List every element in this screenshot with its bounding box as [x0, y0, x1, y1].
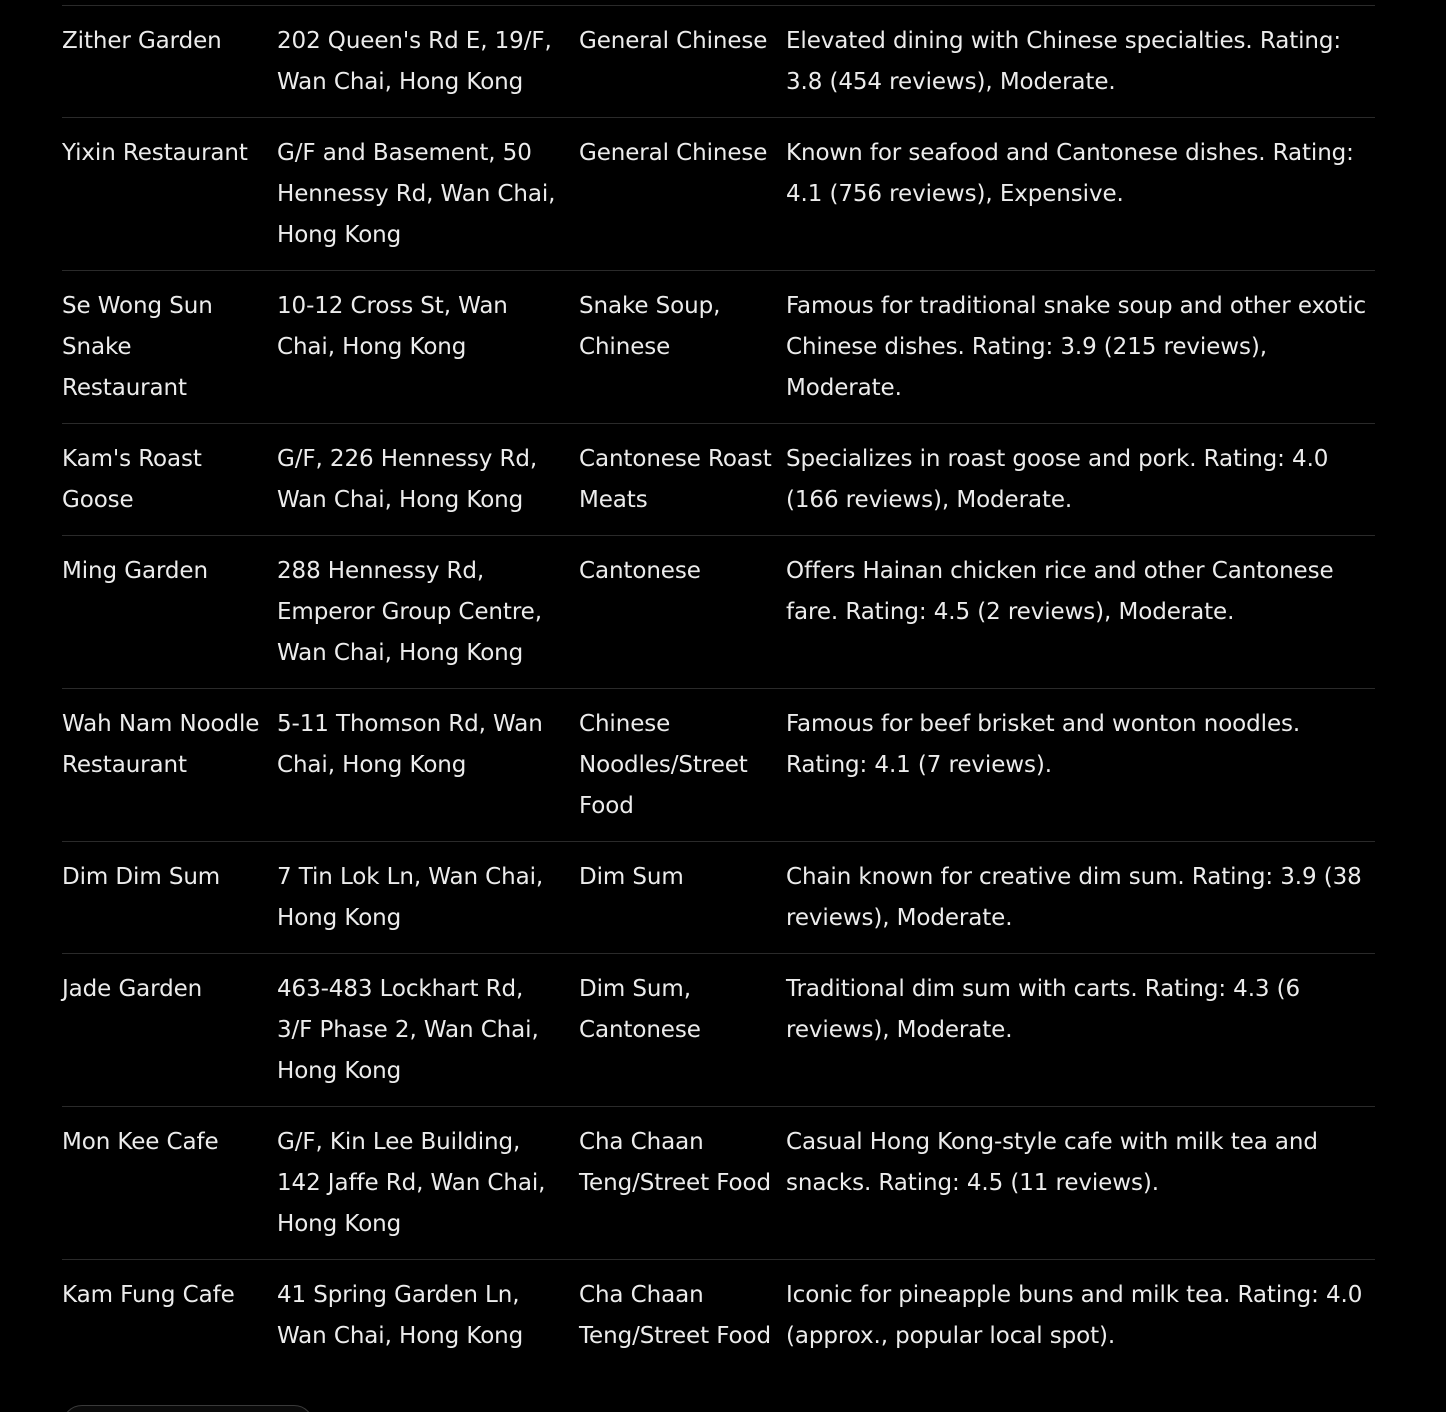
restaurant-address: 7 Tin Lok Ln, Wan Chai, Hong Kong: [277, 864, 544, 931]
cuisine-cell: [579, 1122, 786, 1245]
notes-cell: [786, 969, 1375, 1092]
restaurant-notes: Iconic for pineapple buns and milk tea. Rating: 4.0 (approx., popular local spot).: [786, 1282, 1363, 1349]
table-row: [62, 689, 1375, 842]
table-row: [62, 424, 1375, 536]
address-cell: [277, 969, 579, 1092]
address-cell: [277, 551, 579, 674]
restaurant-notes: Offers Hainan chicken rice and other Cantonese fare. Rating: 4.5 (2 reviews), Moderate.: [786, 558, 1334, 625]
address-cell: [277, 439, 579, 521]
cuisine-cell: [579, 439, 786, 521]
restaurant-cuisine: General Chinese: [579, 140, 768, 166]
address-cell: [277, 1122, 579, 1245]
notes-cell: [786, 286, 1375, 409]
notes-cell: [786, 857, 1375, 939]
table-row: [62, 118, 1375, 271]
cuisine-cell: [579, 133, 786, 256]
restaurant-notes: Chain known for creative dim sum. Rating: 3.9 (38 reviews), Moderate.: [786, 864, 1362, 931]
address-cell: [277, 1275, 579, 1357]
restaurant-address: G/F and Basement, 50 Hennessy Rd, Wan Chai, Hong Kong: [277, 140, 556, 248]
restaurant-address: 10-12 Cross St, Wan Chai, Hong Kong: [277, 293, 508, 360]
restaurant-name: Yixin Restaurant: [62, 140, 248, 166]
notes-cell: [786, 704, 1375, 827]
cuisine-cell: [579, 857, 786, 939]
cuisine-cell: [579, 551, 786, 674]
cuisine-cell: [579, 704, 786, 827]
restaurant-name: Se Wong Sun Snake Restaurant: [62, 293, 213, 401]
restaurant-name-cell: [62, 286, 277, 409]
table-row: [62, 536, 1375, 689]
restaurant-name: Zither Garden: [62, 28, 222, 54]
table-row: [62, 1260, 1375, 1371]
address-cell: [277, 704, 579, 827]
restaurant-address: 288 Hennessy Rd, Emperor Group Centre, Wan Chai, Hong Kong: [277, 558, 542, 666]
notes-cell: [786, 21, 1375, 103]
restaurant-address: 5-11 Thomson Rd, Wan Chai, Hong Kong: [277, 711, 543, 778]
bottom-action-pill[interactable]: [62, 1405, 314, 1412]
restaurant-cuisine: Cantonese: [579, 558, 701, 584]
cuisine-cell: [579, 1275, 786, 1357]
restaurant-name-cell: [62, 857, 277, 939]
notes-cell: [786, 133, 1375, 256]
restaurant-notes: Casual Hong Kong-style cafe with milk tea and snacks. Rating: 4.5 (11 reviews).: [786, 1129, 1318, 1196]
restaurant-address: 463-483 Lockhart Rd, 3/F Phase 2, Wan Chai, Hong Kong: [277, 976, 539, 1084]
restaurant-notes: Traditional dim sum with carts. Rating: 4.3 (6 reviews), Moderate.: [786, 976, 1301, 1043]
restaurant-name-cell: [62, 1275, 277, 1357]
restaurant-name: Mon Kee Cafe: [62, 1129, 219, 1155]
restaurant-name: Wah Nam Noodle Restaurant: [62, 711, 260, 778]
restaurant-cuisine: General Chinese: [579, 28, 768, 54]
restaurant-name: Dim Dim Sum: [62, 864, 221, 890]
notes-cell: [786, 439, 1375, 521]
table-row: [62, 842, 1375, 954]
address-cell: [277, 21, 579, 103]
restaurant-name-cell: [62, 704, 277, 827]
restaurant-name: Kam's Roast Goose: [62, 446, 202, 513]
cuisine-cell: [579, 286, 786, 409]
notes-cell: [786, 1122, 1375, 1245]
restaurant-name-cell: [62, 1122, 277, 1245]
table-row: [62, 6, 1375, 118]
restaurant-name: Ming Garden: [62, 558, 208, 584]
restaurant-cuisine: Cantonese Roast Meats: [579, 446, 772, 513]
address-cell: [277, 857, 579, 939]
restaurant-name-cell: [62, 21, 277, 103]
cuisine-cell: [579, 21, 786, 103]
notes-cell: [786, 1275, 1375, 1357]
restaurant-address: G/F, Kin Lee Building, 142 Jaffe Rd, Wan Chai, Hong Kong: [277, 1129, 546, 1237]
restaurant-name-cell: [62, 551, 277, 674]
restaurant-cuisine: Dim Sum, Cantonese: [579, 976, 701, 1043]
notes-cell: [786, 551, 1375, 674]
cuisine-cell: [579, 969, 786, 1092]
restaurant-address: 41 Spring Garden Ln, Wan Chai, Hong Kong: [277, 1282, 524, 1349]
restaurant-notes: Specializes in roast goose and pork. Rating: 4.0 (166 reviews), Moderate.: [786, 446, 1329, 513]
address-cell: [277, 286, 579, 409]
restaurant-name-cell: [62, 969, 277, 1092]
restaurant-cuisine: Cha Chaan Teng/Street Food: [579, 1282, 771, 1349]
restaurant-cuisine: Cha Chaan Teng/Street Food: [579, 1129, 771, 1196]
restaurant-cuisine: Snake Soup, Chinese: [579, 293, 721, 360]
table-row: [62, 954, 1375, 1107]
restaurant-address: 202 Queen's Rd E, 19/F, Wan Chai, Hong Kong: [277, 28, 552, 95]
restaurant-name: Jade Garden: [62, 976, 203, 1002]
restaurant-name-cell: [62, 439, 277, 521]
restaurant-name-cell: [62, 133, 277, 256]
table-row: [62, 1107, 1375, 1260]
restaurant-name: Kam Fung Cafe: [62, 1282, 235, 1308]
restaurant-address: G/F, 226 Hennessy Rd, Wan Chai, Hong Kong: [277, 446, 538, 513]
table-row: [62, 271, 1375, 424]
address-cell: [277, 133, 579, 256]
restaurant-notes: Known for seafood and Cantonese dishes. Rating: 4.1 (756 reviews), Expensive.: [786, 140, 1354, 207]
restaurant-cuisine: Dim Sum: [579, 864, 684, 890]
restaurant-notes: Elevated dining with Chinese specialties. Rating: 3.8 (454 reviews), Moderate.: [786, 28, 1342, 95]
restaurant-cuisine: Chinese Noodles/Street Food: [579, 711, 748, 819]
restaurant-notes: Famous for traditional snake soup and other exotic Chinese dishes. Rating: 3.9 (215 reviews), Moderate.: [786, 293, 1367, 401]
restaurant-table: [62, 5, 1375, 1371]
restaurant-notes: Famous for beef brisket and wonton noodles. Rating: 4.1 (7 reviews).: [786, 711, 1301, 778]
